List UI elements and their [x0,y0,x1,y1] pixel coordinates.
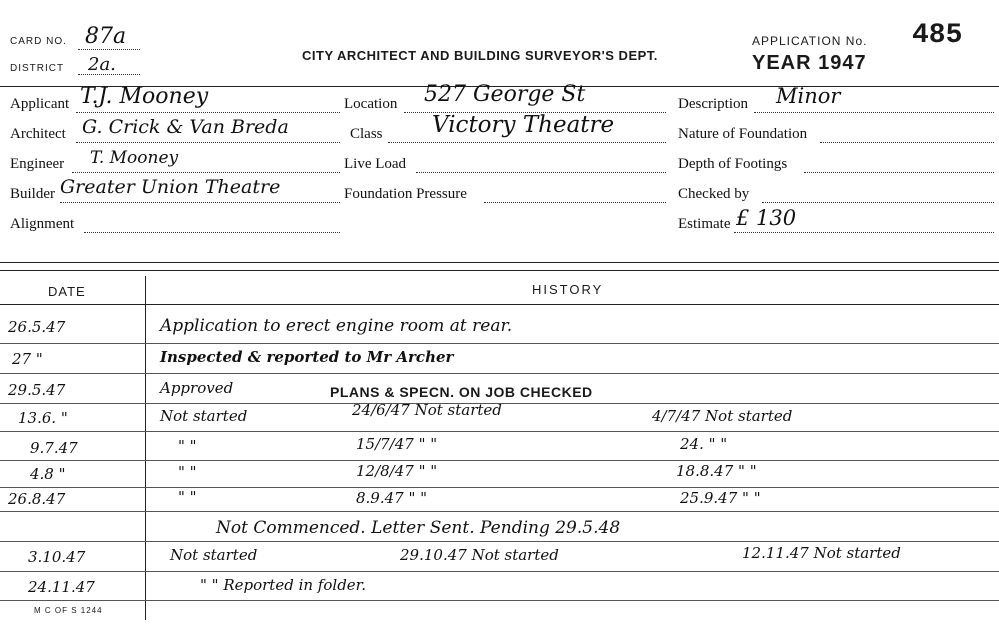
row-text-col3: 12.11.47 Not started [742,544,901,562]
application-no-label: APPLICATION No. [752,34,868,48]
card-no-label: CARD NO. [10,36,67,47]
row-text: Not Commenced. Letter Sent. Pending 29.5.48 [216,518,621,538]
row-text: " " [178,463,197,481]
architect-label: Architect [10,126,66,142]
application-no-value: 485 [912,20,963,51]
checked-stamp: PLANS & SPECN. ON JOB CHECKED [330,384,593,400]
row-text-col3: 24. " " [680,435,728,453]
form-code: M C OF S 1244 [34,606,103,615]
description-value: Minor [776,84,841,108]
row-date: 24.11.47 [28,578,95,596]
row-date: 27 " [12,350,43,368]
row-text: " " [178,488,197,506]
builder-value: Greater Union Theatre [60,176,281,198]
depth-of-footings-label: Depth of Footings [678,156,788,172]
row-date: 4.8 " [30,465,66,483]
row-date: 26.5.47 [8,318,66,336]
district-value: 2a. [88,54,116,75]
engineer-label: Engineer [10,156,65,172]
applicant-label: Applicant [10,96,70,112]
description-label: Description [678,96,748,112]
row-text-col3: 4/7/47 Not started [652,407,793,425]
estimate-value: £ 130 [736,206,797,230]
location-label: Location [344,96,398,112]
row-text: " " [178,437,197,455]
builder-label: Builder [10,186,55,202]
row-text: Approved [160,379,234,397]
class-label: Class [350,126,383,142]
live-load-label: Live Load [344,156,407,172]
history-header: HISTORY [532,282,604,297]
checked-by-label: Checked by [678,186,750,202]
nature-of-foundation-label: Nature of Foundation [678,126,808,142]
applicant-value: T.J. Mooney [80,84,209,109]
location-value: 527 George St [424,82,586,107]
row-text-col3: 18.8.47 " " [676,462,757,480]
row-text-col2: 29.10.47 Not started [400,546,559,564]
row-text: Not started [160,407,248,425]
row-date: 29.5.47 [8,381,66,399]
row-text: Inspected & reported to Mr Archer [160,348,454,366]
row-text-col2: 24/6/47 Not started [352,401,502,419]
row-date: 13.6. " [18,409,68,427]
date-header: DATE [48,284,86,299]
engineer-value: T. Mooney [90,148,179,168]
architect-value: G. Crick & Van Breda [82,116,289,138]
district-label: DISTRICT [10,63,65,74]
row-text: Not started [170,546,258,564]
row-date: 9.7.47 [30,439,78,457]
row-text-col3: 25.9.47 " " [680,489,761,507]
row-text-col2: 8.9.47 " " [356,489,428,507]
alignment-label: Alignment [10,216,75,232]
row-text-col2: 12/8/47 " " [356,462,438,480]
class-value: Victory Theatre [432,112,615,138]
row-text: Application to erect engine room at rear. [160,316,513,336]
row-text-col2: 15/7/47 " " [356,435,438,453]
year-label: YEAR 1947 [752,52,867,74]
dept-title: CITY ARCHITECT AND BUILDING SURVEYOR'S DEPT. [302,48,658,63]
estimate-label: Estimate [678,216,731,232]
foundation-pressure-label: Foundation Pressure [344,186,467,202]
card-no-value: 87a [85,24,127,49]
row-text: " " Reported in folder. [200,576,366,594]
row-date: 3.10.47 [28,548,86,566]
row-date: 26.8.47 [8,490,66,508]
